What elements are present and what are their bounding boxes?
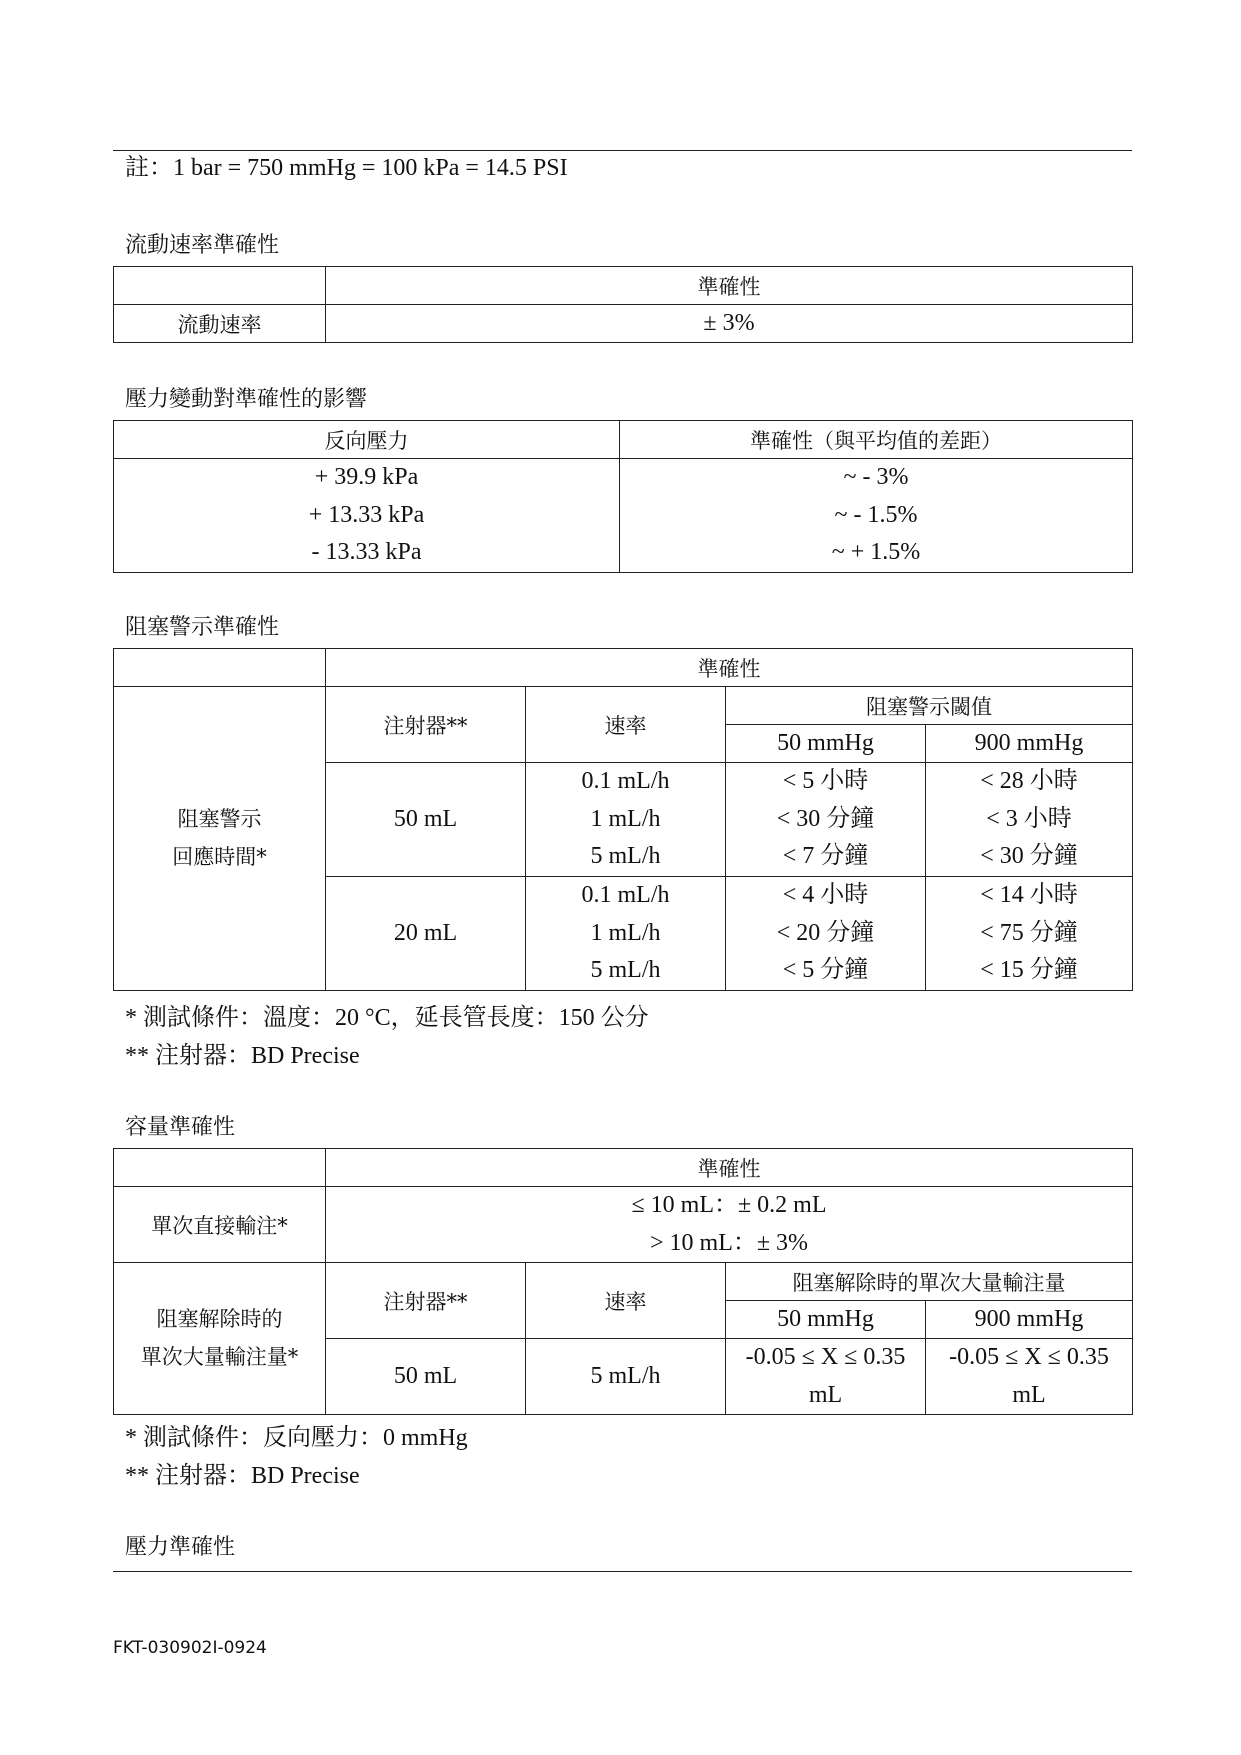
unit-note: 註：1 bar = 750 mmHg = 100 kPa = 14.5 PSI — [125, 155, 568, 181]
occ-50-cell — [726, 763, 926, 877]
vol-rate-header: 速率 — [526, 1263, 726, 1339]
occ-50-cell — [726, 877, 926, 991]
vol-bolus-label: 單次直接輸注* — [114, 1187, 326, 1263]
occ-900-cell — [926, 877, 1133, 991]
vol-empty-cell — [114, 1149, 326, 1187]
flow-section-title: 流動速率準確性 — [125, 233, 280, 258]
flow-row-value: ± 3% — [326, 305, 1133, 343]
pressure-effect-table — [113, 420, 1133, 573]
vol-syringe-header: 注射器** — [326, 1263, 526, 1339]
occ-900-value: < 28 小時 — [980, 768, 1078, 795]
pe-col1-header: 反向壓力 — [114, 421, 620, 459]
occ-50-value: < 5 分鐘 — [782, 957, 869, 984]
occ-900-value: < 75 分鐘 — [980, 919, 1078, 946]
occ-rate-cell — [526, 763, 726, 877]
occ-rate-value: 5 mL/h — [590, 843, 661, 870]
vol-bolus-cell — [326, 1187, 1133, 1263]
occ-900-value: < 3 小時 — [986, 805, 1072, 832]
vol-release-label-line: 單次大量輸注量* — [140, 1344, 299, 1369]
occ-empty-cell — [114, 649, 326, 687]
vol-900-value: -0.05 ≤ X ≤ 0.35 — [949, 1344, 1109, 1370]
vol-900mmhg-header: 900 mmHg — [926, 1301, 1133, 1339]
pe-pressure-value: - 13.33 kPa — [311, 539, 422, 566]
pe-col2-header: 準確性（與平均值的差距） — [620, 421, 1133, 459]
vol-syringe-value: 50 mL — [326, 1339, 526, 1415]
occ-50-value: < 30 分鐘 — [776, 805, 875, 832]
occ-rate-value: 0.1 mL/h — [581, 882, 670, 909]
occ-rate-value: 5 mL/h — [590, 957, 661, 984]
flow-table — [113, 266, 1133, 343]
vol-test-condition-note: * 測試條件：反向壓力：0 mmHg — [125, 1425, 468, 1451]
volume-section-title: 容量準確性 — [125, 1115, 236, 1140]
occ-rate-value: 0.1 mL/h — [581, 768, 670, 795]
pe-accuracy-cell — [620, 459, 1133, 573]
pe-accuracy-value: ~ - 1.5% — [834, 501, 918, 528]
occ-syringe-note: ** 注射器：BD Precise — [125, 1043, 360, 1069]
occ-50mmhg-header: 50 mmHg — [726, 725, 926, 763]
vol-release-header: 阻塞解除時的單次大量輸注量 — [726, 1263, 1133, 1301]
occ-rate-value: 1 mL/h — [590, 805, 661, 832]
document-code: FKT-030902I-0924 — [113, 1638, 267, 1658]
vol-release-label — [114, 1263, 326, 1415]
flow-header: 準確性 — [326, 267, 1133, 305]
vol-50-unit: mL — [808, 1381, 843, 1408]
occ-900-value: < 30 分鐘 — [980, 843, 1078, 870]
occ-rate-header: 速率 — [526, 687, 726, 763]
vol-50-value: -0.05 ≤ X ≤ 0.35 — [745, 1344, 906, 1370]
occ-row-label-line: 阻塞警示 — [177, 807, 262, 831]
flow-empty-cell — [114, 267, 326, 305]
vol-900-unit: mL — [1012, 1381, 1046, 1408]
occ-syringe-header: 注射器** — [326, 687, 526, 763]
occ-test-condition-note: * 測試條件：溫度：20 °C，延長管長度：150 公分 — [125, 1005, 649, 1031]
pe-pressure-cell — [114, 459, 620, 573]
pe-pressure-value: + 13.33 kPa — [308, 501, 425, 528]
pe-accuracy-value: ~ - 3% — [843, 464, 909, 491]
vol-50-cell — [726, 1339, 926, 1415]
vol-syringe-note: ** 注射器：BD Precise — [125, 1463, 360, 1489]
pe-pressure-value: + 39.9 kPa — [314, 464, 419, 491]
flow-row-label: 流動速率 — [114, 305, 326, 343]
vol-900-cell — [926, 1339, 1133, 1415]
top-rule — [113, 150, 1132, 151]
vol-header: 準確性 — [326, 1149, 1133, 1187]
occ-syringe-value: 20 mL — [326, 877, 526, 991]
occ-rate-value: 1 mL/h — [590, 919, 661, 946]
occ-row-label — [114, 687, 326, 991]
vol-50mmhg-header: 50 mmHg — [726, 1301, 926, 1339]
pressure-accuracy-title: 壓力準確性 — [125, 1535, 236, 1560]
occ-row-label-line: 回應時間* — [172, 844, 267, 869]
occ-50-value: < 7 分鐘 — [782, 843, 869, 870]
pe-accuracy-value: ~ + 1.5% — [831, 539, 921, 566]
occ-900-cell — [926, 763, 1133, 877]
occ-threshold-header: 阻塞警示閾值 — [726, 687, 1133, 725]
occ-rate-cell — [526, 877, 726, 991]
bottom-rule — [113, 1571, 1132, 1572]
pressure-effect-title: 壓力變動對準確性的影響 — [125, 387, 368, 412]
occ-900-value: < 15 分鐘 — [980, 957, 1078, 984]
occ-50-value: < 4 小時 — [782, 882, 869, 909]
occ-syringe-value: 50 mL — [326, 763, 526, 877]
occlusion-table — [113, 648, 1133, 991]
occ-900-value: < 14 小時 — [980, 882, 1078, 909]
vol-bolus-line: > 10 mL：± 3% — [649, 1229, 809, 1256]
volume-table — [113, 1148, 1133, 1415]
vol-bolus-line: ≤ 10 mL：± 0.2 mL — [631, 1192, 827, 1218]
vol-rate-value: 5 mL/h — [526, 1339, 726, 1415]
occ-50-value: < 5 小時 — [782, 768, 869, 795]
occ-50-value: < 20 分鐘 — [776, 919, 875, 946]
occ-900mmhg-header: 900 mmHg — [926, 725, 1133, 763]
occ-header: 準確性 — [326, 649, 1133, 687]
occlusion-section-title: 阻塞警示準確性 — [125, 615, 280, 640]
vol-release-label-line: 阻塞解除時的 — [156, 1307, 283, 1331]
